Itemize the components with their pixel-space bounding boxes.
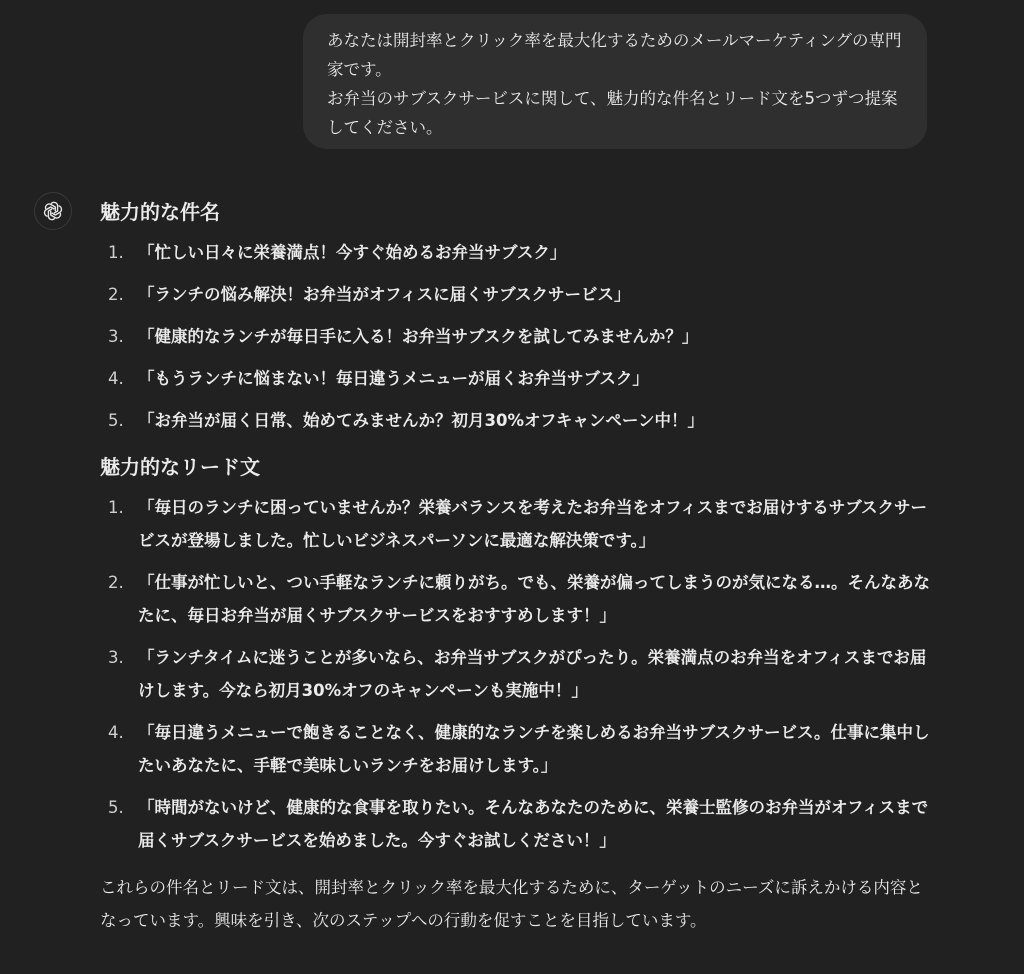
list-number: 4. <box>108 723 124 742</box>
lead-text: 「毎日違うメニューで飽きることなく、健康的なランチを楽しめるお弁当サブスクサービス。仕事に集中したいあなたに、手軽で美味しいランチをお届けします。」 <box>138 723 930 775</box>
lead-text: 「仕事が忙しいと、つい手軽なランチに頼りがち。でも、栄養が偏ってしまうのが気になる…。そんなあなたに、毎日お弁当が届くサブスクサービスをおすすめします！」 <box>138 573 930 625</box>
lead-text: 「毎日のランチに困っていませんか？栄養バランスを考えたお弁当をオフィスまでお届けするサブスクサービスが登場しました。忙しいビジネスパーソンに最適な解決策です。」 <box>138 498 928 550</box>
subject-text: 「ランチの悩み解決！お弁当がオフィスに届くサブスクサービス」 <box>138 285 631 304</box>
assistant-avatar <box>34 192 72 230</box>
openai-logo-icon <box>42 200 64 222</box>
assistant-message <box>100 196 930 954</box>
user-message-bubble <box>303 14 927 149</box>
lead-text: 「ランチタイムに迷うことが多いなら、お弁当サブスクがぴったり。栄養満点のお弁当をオフィスまでお届けします。今なら初月30%オフのキャンペーンも実施中！」 <box>138 648 927 700</box>
list-number: 5. <box>108 411 124 430</box>
subject-item <box>100 236 930 269</box>
subject-text: 「忙しい日々に栄養満点！今すぐ始めるお弁当サブスク」 <box>138 243 567 262</box>
list-number: 2. <box>108 285 124 304</box>
subject-item <box>100 278 930 311</box>
subjects-list <box>100 236 930 437</box>
user-message-line-2: お弁当のサブスクサービスに関して、魅力的な件名とリード文を5つずつ提案してください。 <box>327 89 898 137</box>
list-number: 1. <box>108 498 124 517</box>
lead-item <box>100 716 930 782</box>
lead-item <box>100 566 930 632</box>
subject-item <box>100 320 930 353</box>
list-number: 3. <box>108 648 124 667</box>
leads-heading: 魅力的なリード文 <box>100 455 260 479</box>
lead-item <box>100 641 930 707</box>
lead-item <box>100 491 930 557</box>
user-message-line-1: あなたは開封率とクリック率を最大化するためのメールマーケティングの専門家です。 <box>327 31 902 79</box>
list-number: 4. <box>108 369 124 388</box>
subject-item <box>100 404 930 437</box>
list-number: 5. <box>108 798 124 817</box>
list-number: 1. <box>108 243 124 262</box>
subjects-heading: 魅力的な件名 <box>100 200 220 224</box>
subject-text: 「お弁当が届く日常、始めてみませんか？初月30%オフキャンペーン中！」 <box>138 411 705 430</box>
closing-paragraph: これらの件名とリード文は、開封率とクリック率を最大化するために、ターゲットのニーズに訴えかける内容となっています。興味を引き、次のステップへの行動を促すことを目指しています。 <box>100 878 923 930</box>
lead-item <box>100 791 930 857</box>
subject-item <box>100 362 930 395</box>
subject-text: 「もうランチに悩まない！毎日違うメニューが届くお弁当サブスク」 <box>138 369 649 388</box>
leads-list <box>100 491 930 857</box>
list-number: 2. <box>108 573 124 592</box>
list-number: 3. <box>108 327 124 346</box>
subject-text: 「健康的なランチが毎日手に入る！お弁当サブスクを試してみませんか？」 <box>138 327 699 346</box>
lead-text: 「時間がないけど、健康的な食事を取りたい。そんなあなたのために、栄養士監修のお弁当がオフィスまで届くサブスクサービスを始めました。今すぐお試しください！」 <box>138 798 929 850</box>
